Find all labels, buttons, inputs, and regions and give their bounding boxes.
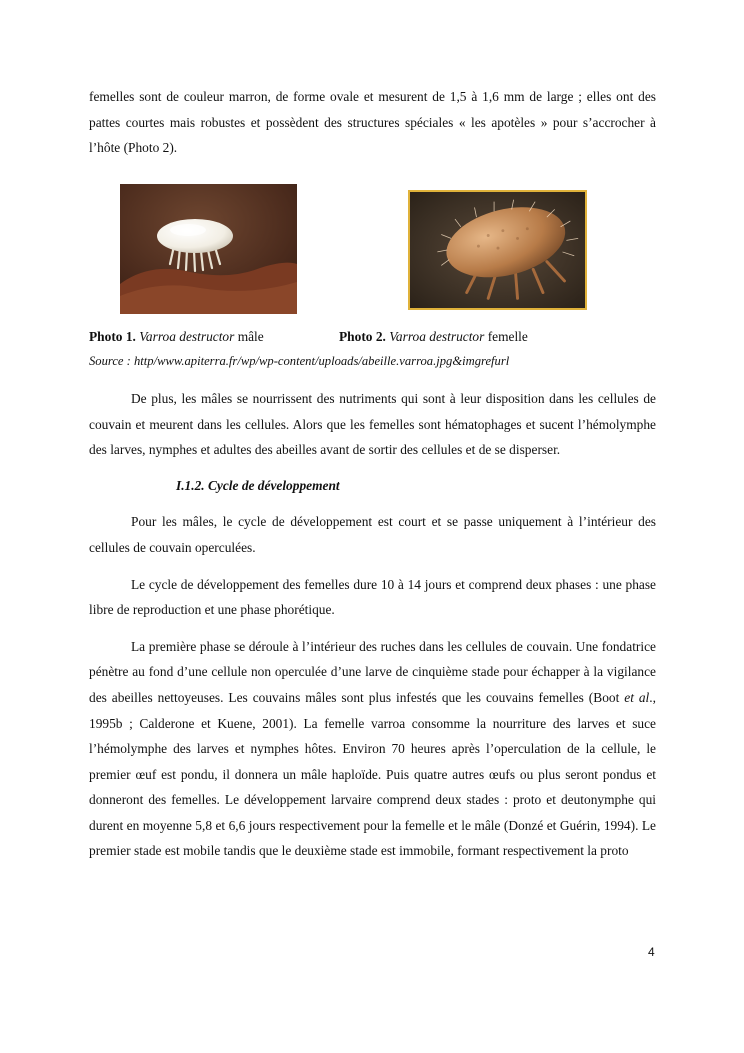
paragraph-males: Pour les mâles, le cycle de développement est court et se passe uniquement à l’intérieur des cellules de couvain operculées. (89, 514, 656, 555)
paragraph-diet: De plus, les mâles se nourrissent des nutriments qui sont à leur disposition dans les cellules de couvain et meurent dans les cellules. Alors que les femelles sont hématophages et sucent l’hémolymphe des larves, nymphes et adultes des abeilles avant de sortir des cellules et de se disperser. (89, 390, 656, 458)
caption-photo-1: Photo 1. Varroa destructor mâle (89, 328, 264, 344)
page-content (89, 84, 656, 864)
section-heading: I.1.2. Cycle de développement (176, 477, 340, 493)
photo-source: Source : http/www.apiterra.fr/wp/wp-content/uploads/abeille.varroa.jpg&imgrefurl (89, 354, 510, 369)
photo-male-varroa (120, 184, 297, 314)
photo-captions (89, 324, 656, 350)
photo-female-varroa (408, 190, 587, 310)
paragraph-females: Le cycle de développement des femelles dure 10 à 14 jours et comprend deux phases : une phase libre de reproduction et une phase phorétique. (89, 576, 656, 618)
paragraph-intro: femelles sont de couleur marron, de forme ovale et mesurent de 1,5 à 1,6 mm de large ; elles ont des pattes courtes mais robustes et possèdent des structures spéciales « les apotèles » pour s’accrocher à l’hôte (Photo 2). (89, 89, 656, 156)
caption-photo-2: Photo 2. Varroa destructor femelle (339, 328, 528, 344)
page-number: 4 (648, 945, 655, 959)
photos-row (89, 184, 656, 324)
paragraph-first-phase: La première phase se déroule à l’intérieur des ruches dans les cellules de couvain. Une fondatrice pénètre au fond d’une cellule non operculée d’une larve de cinquième stade pour échapper à la vigilance des abeilles nettoyeuses. Les couvains mâles sont plus infestés que les couvains femelles (Boot et al., 1995b ; Calderone et Kuene, 2001). La femelle varroa consomme la nourriture des larves et suce l’hémolymphe des larves et nymphes hôtes. Environ 70 heures après l’operculation de la cellule, le premier œuf est pondu, il donnera un mâle haploïde. Puis quatre autres œufs ou plus seront pondus et donneront des femelles. Le développement larvaire comprend deux stades : proto et deutonymphe qui durent en moyenne 5,8 et 6,6 jours respectivement pour la femelle et le mâle (Donzé et Guérin, 1994). Le premier stade est mobile tandis que le deuxième stade est immobile, formant respectivement la proto (89, 638, 656, 859)
